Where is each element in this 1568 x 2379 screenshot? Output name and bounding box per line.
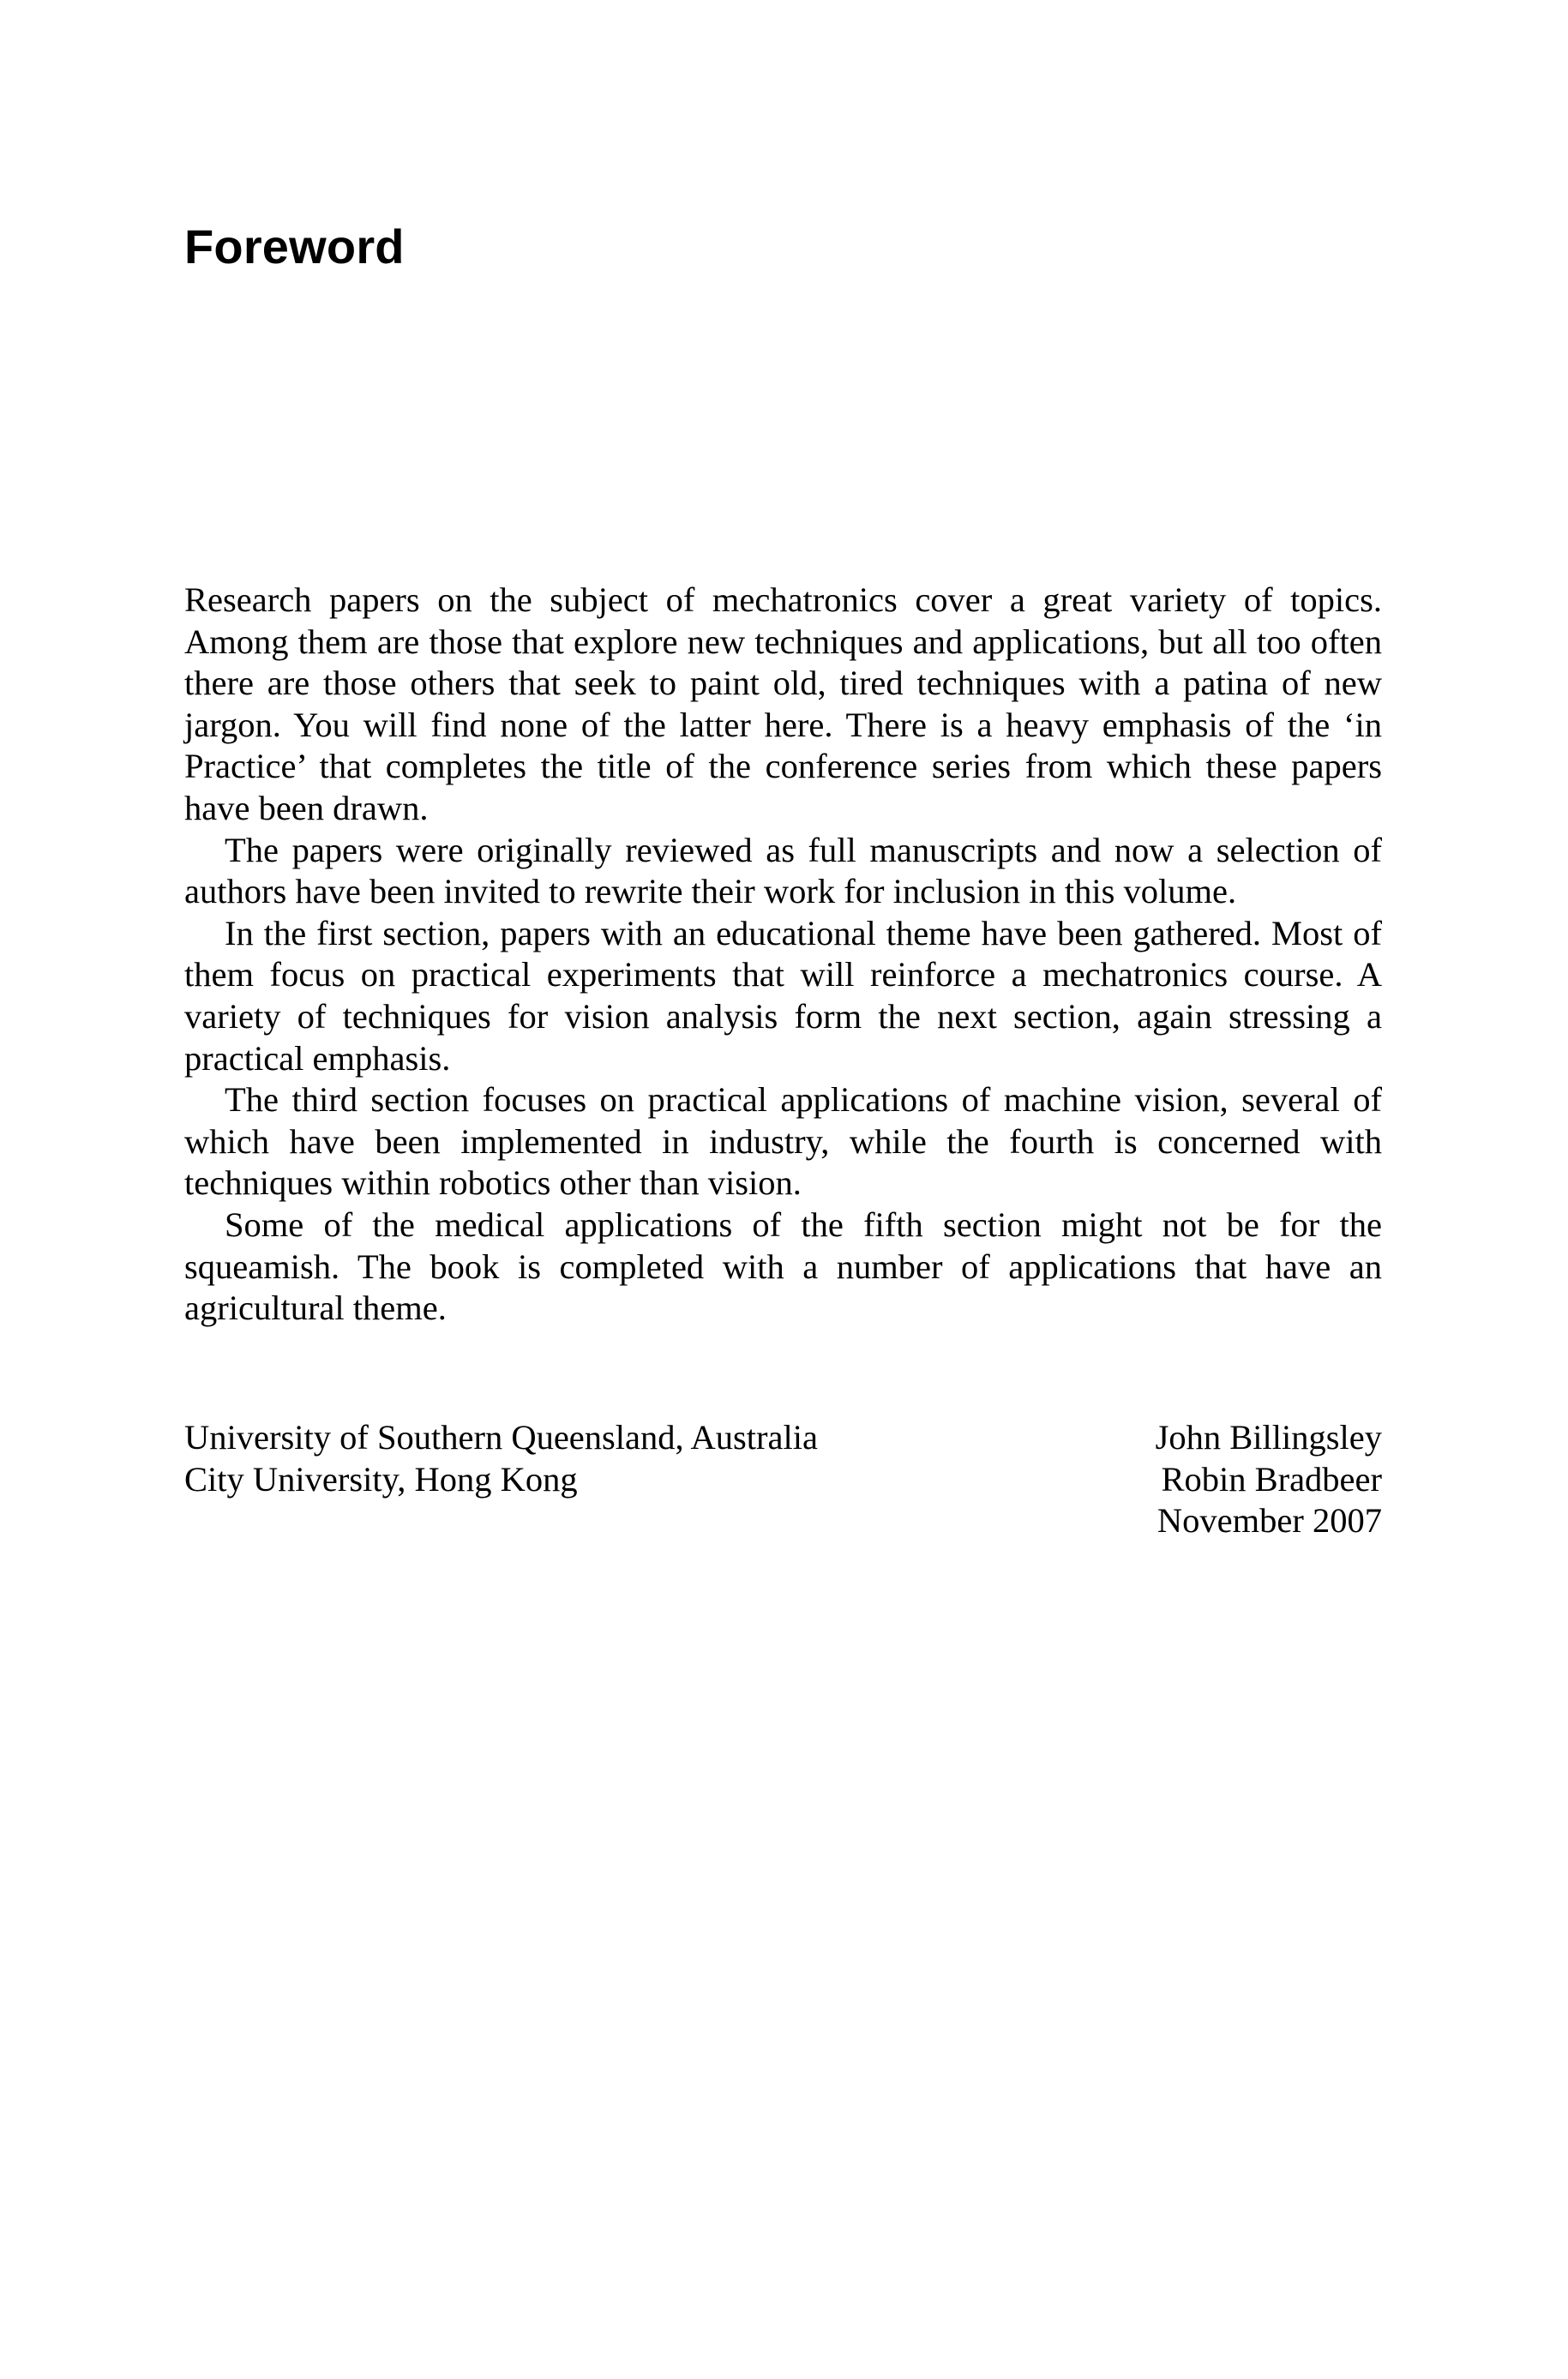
foreword-body [184,580,1382,1330]
signoff-date: November 2007 [1156,1501,1382,1541]
signoff [184,1417,1382,1542]
paragraph-1: Research papers on the subject of mechatronics cover a great variety of topics. Among them are those that explore new techniques and applications, but all too often there are those others that seek to paint old, tired techniques with a patina of new jargon. You will find none of the latter here. There is a heavy emphasis of the ‘in Practice’ that completes the title of the conference series from which these papers have been drawn. [184,580,1382,827]
affiliations [184,1417,818,1542]
paragraph-3: In the first section, papers with an educational theme have been gathered. Most of them focus on practical experiments that will reinforce a mechatronics course. A variety of techniques for vision analysis form the next section, again stressing a practical emphasis. [184,913,1382,1078]
authors [1156,1417,1382,1542]
page-title: Foreword [184,219,405,273]
paragraph-5: Some of the medical applications of the fifth section might not be for the squeamish. The book is completed with a number of applications that have an agricultural theme. [184,1205,1382,1328]
affiliation-2: City University, Hong Kong [184,1459,578,1499]
paragraph-4: The third section focuses on practical applications of machine vision, several of which have been implemented in industry, while the fourth is concerned with techniques within robotics other than vision. [184,1080,1382,1203]
paragraph-2: The papers were originally reviewed as full manuscripts and now a selection of authors have been invited to rewrite their work for inclusion in this volume. [184,830,1382,911]
author-2: Robin Bradbeer [1161,1459,1382,1499]
page [184,0,1382,2379]
affiliation-1: University of Southern Queensland, Australia [184,1418,818,1457]
author-1: John Billingsley [1155,1418,1382,1457]
